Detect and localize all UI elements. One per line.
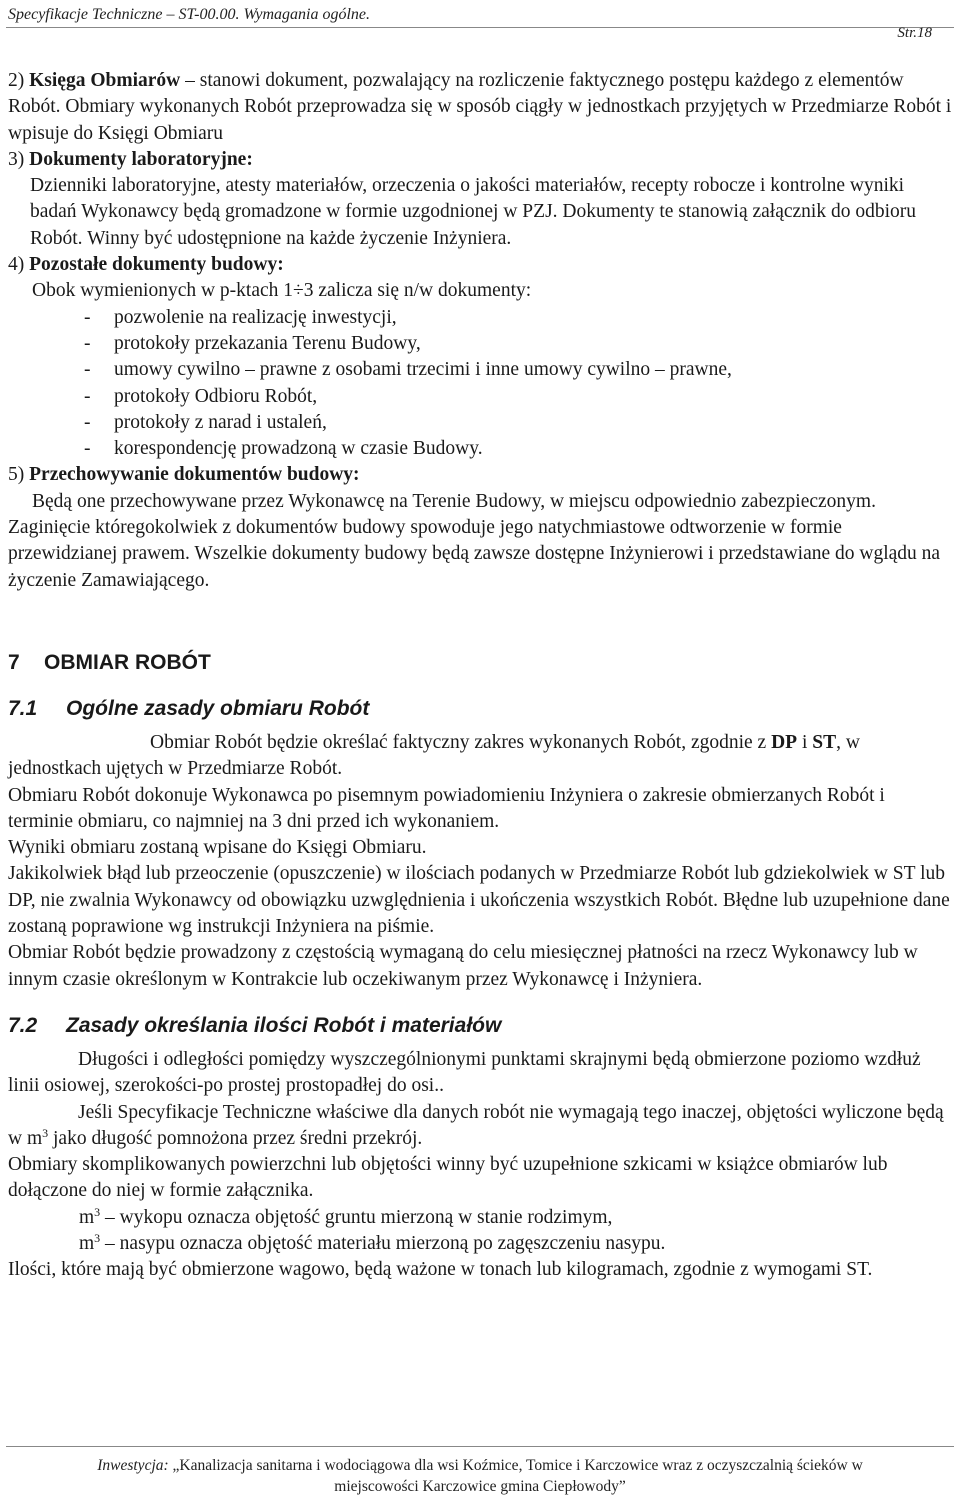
- section-7-1-paragraph-2: Obmiaru Robót dokonuje Wykonawca po pisemnym powiadomieniu Inżyniera o zakresie obmierzanych Robót i terminie obmiaru, co najmniej na 3 dni przed ich wykonaniem.: [8, 784, 885, 832]
- header-title: Specyfikacje Techniczne – ST-00.00. Wymagania ogólne.: [8, 6, 370, 23]
- section-2-number: 2): [8, 70, 25, 91]
- section-4-heading-line: [8, 252, 954, 278]
- section-7-1-heading: [8, 696, 954, 722]
- footer-label: Inwestycja:: [97, 1457, 173, 1474]
- list-item: - protokoły przekazania Terenu Budowy,: [84, 332, 421, 354]
- list-item: - pozwolenie na realizację inwestycji,: [84, 306, 397, 328]
- section-7-1-paragraph-5: Obmiar Robót będzie prowadzony z częstością wymaganą do celu miesięcznej płatności na rzecz Wykonawcy lub w innym czasie określonym w Kontrakcie lub oczekiwanym przez Wykonawcę i Inżyniera.: [8, 942, 918, 990]
- section-7-2-cubic-meter-embankment: $m^3$ – nasypu oznacza objętość materiału mierzoną po zagęszczeniu nasypu.: [79, 1230, 666, 1254]
- section-7-2-paragraph-3: Obmiary skomplikowanych powierzchni lub objętości winny być uzupełnione szkicami w książce obmiarów lub dołączone do niej w formie załącznika.: [8, 1154, 888, 1202]
- page-number: Str.18: [897, 25, 932, 41]
- section-4-number: 4): [8, 254, 25, 276]
- section-7-2-paragraph-4: Ilości, które mają być obmierzone wagowo, będą ważone w tonach lub kilogramach, zgodnie z wymogami ST.: [8, 1259, 873, 1281]
- section-7-1-title: Ogólne zasady obmiaru Robót: [66, 696, 370, 720]
- section-7-1-paragraph-3: Wyniki obmiaru zostaną wpisane do Księgi Obmiaru.: [8, 837, 427, 859]
- section-7-1-paragraph-1: Obmiar Robót będzie określać faktyczny zakres wykonanych Robót, zgodnie z DP i ST, w jednostkach ujętych w Przedmiarze Robót.: [8, 731, 860, 780]
- footer-line-1: Inwestycja: „Kanalizacja sanitarna i wodociągowa dla wsi Koźmice, Tomice i Karczowice wraz z oczyszczalnią ścieków w: [97, 1457, 863, 1474]
- section-7-2-paragraph-1: Długości i odległości pomiędzy wyszczególnionymi punktami skrajnymi będą obmierzone poziomo wzdłuż linii osiowej, szerokości-po prostej prostopadłej do osi..: [8, 1048, 921, 1097]
- section-3-heading: Dokumenty laboratoryjne:: [29, 148, 253, 170]
- section-7-2-title: Zasady określania ilości Robót i materiałów: [66, 1013, 502, 1037]
- list-item: - umowy cywilno – prawne z osobami trzecimi i inne umowy cywilno – prawne,: [84, 359, 732, 381]
- section-2-heading: Księga Obmiarów: [29, 70, 181, 91]
- section-5-heading-line: [8, 462, 954, 488]
- section-5-number: 5): [8, 464, 25, 486]
- footer-line-2: miejscowości Karczowice gmina Ciepłowody”: [334, 1478, 626, 1495]
- footer-rule: [6, 1446, 954, 1447]
- header-rule: [6, 27, 954, 28]
- section-4-list: [8, 305, 954, 463]
- list-item: - korespondencję prowadzoną w czasie Budowy.: [84, 438, 483, 460]
- section-5-text: Będą one przechowywane przez Wykonawcę na Terenie Budowy, w miejscu odpowiednio zabezpieczonym. Zaginięcie któregokolwiek z dokumentów budowy spowoduje jego natychmiastowe odtworzenie w formie przewidzianej prawem. Wszelkie dokumenty budowy będą zawsze dostępne Inżynierowi i przedstawiane do wglądu na życzenie Zamawiającego.: [8, 490, 941, 591]
- section-7-1-number: 7.1: [8, 696, 38, 720]
- chapter-7-number: 7: [8, 650, 20, 674]
- section-4-heading: Pozostałe dokumenty budowy:: [29, 254, 284, 276]
- list-item: - protokoły Odbioru Robót,: [84, 385, 318, 407]
- section-4-intro: Obok wymienionych w p-ktach 1÷3 zalicza się n/w dokumenty:: [32, 280, 532, 302]
- section-7-2-heading: [8, 1013, 954, 1039]
- section-3-heading-line: [8, 147, 954, 173]
- document-body: [8, 68, 954, 1284]
- section-7-2-cubic-meter-excavation: $m^3$ – wykopu oznacza objętość gruntu mierzoną w stanie rodzimym,: [79, 1204, 613, 1228]
- footer: [0, 1455, 960, 1497]
- section-5-heading: Przechowywanie dokumentów budowy:: [29, 464, 360, 486]
- section-7-2-paragraph-2: Jeśli Specyfikacje Techniczne właściwe dla danych robót nie wymagają tego inaczej, objętości wyliczone będą w $m^3$ jako długość pomnożona przez średni przekrój.: [8, 1101, 944, 1149]
- section-3-text: Dzienniki laboratoryjne, atesty materiałów, orzeczenia o jakości materiałów, recepty robocze i kontrolne wyniki badań Wykonawcy będą gromadzone w formie uzgodnionej w PZJ. Dokumenty te stanowią załącznik do odbioru Robót. Winny być udostępnione na każde życzenie Inżyniera.: [30, 175, 917, 249]
- section-7-2-number: 7.2: [8, 1013, 38, 1037]
- section-3-number: 3): [8, 148, 25, 170]
- chapter-7-heading: [8, 650, 954, 676]
- list-item: - protokoły z narad i ustaleń,: [84, 411, 327, 433]
- section-2-paragraph: [8, 68, 954, 147]
- chapter-7-title: OBMIAR ROBÓT: [44, 650, 211, 674]
- section-7-1-paragraph-4: Jakikolwiek błąd lub przeoczenie (opuszczenie) w ilościach podanych w Przedmiarze Robót lub gdziekolwiek w ST lub DP, nie zwalnia Wykonawcy od obowiązku uzwględnienia i ukończenia wszystkich Robót. Błędne lub uzupełnione dane zostaną poprawione wg instrukcji Inżyniera na piśmie.: [8, 863, 950, 938]
- section-2-text: – stanowi dokument, pozwalający na rozliczenie faktycznego postępu każdego z elementów Robót. Obmiary wykonanych Robót przeprowadza się w sposób ciągły w jednostkach przyjętych w Przedmiarze Robót i wpisuje do Księgi Obmiaru: [8, 70, 952, 144]
